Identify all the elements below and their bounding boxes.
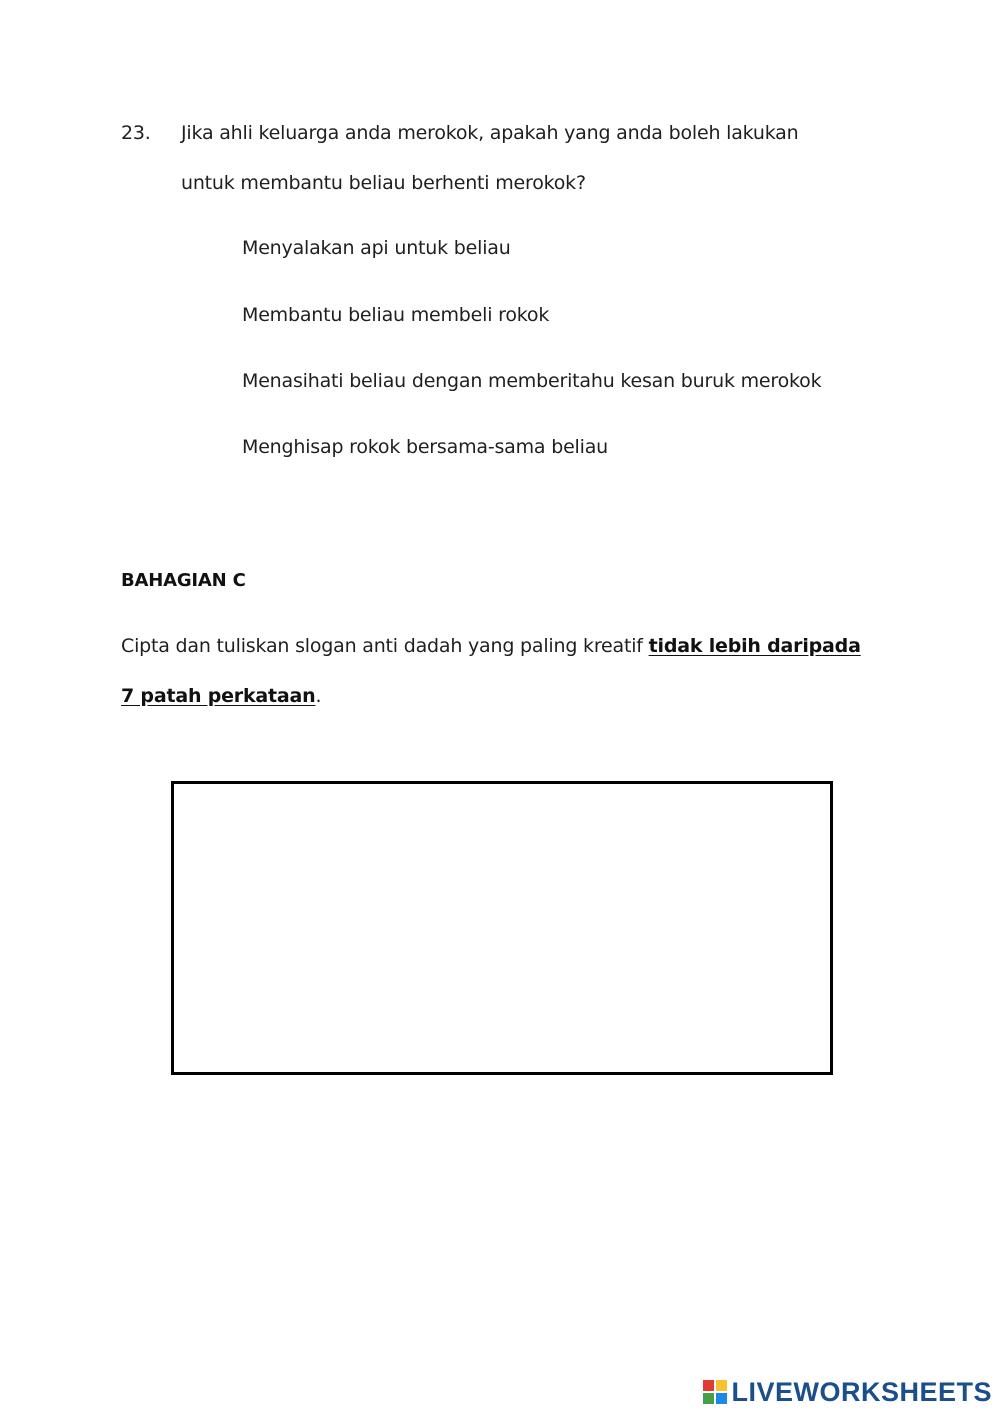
section-instruction-line2 [121, 684, 321, 708]
logo-square [716, 1380, 727, 1391]
answer-option[interactable]: Membantu beliau membeli rokok [242, 304, 550, 326]
section-heading: BAHAGIAN C [121, 570, 246, 591]
instruction-emphasis: tidak lebih daripada [648, 635, 861, 657]
brand-watermark [703, 1376, 992, 1408]
brand-name: LIVEWORKSHEETS [731, 1377, 992, 1407]
liveworksheets-logo-icon [703, 1380, 727, 1404]
question-text-line1: Jika ahli keluarga anda merokok, apakah yang anda boleh lakukan [181, 122, 799, 144]
logo-square [703, 1393, 714, 1404]
instruction-text: Cipta dan tuliskan slogan anti dadah yang paling kreatif [121, 635, 649, 657]
logo-square [703, 1380, 714, 1391]
answer-option[interactable]: Menyalakan api untuk beliau [242, 237, 511, 259]
question-number: 23. [121, 122, 151, 144]
slogan-answer-box[interactable] [171, 781, 833, 1075]
instruction-text: . [315, 685, 322, 707]
answer-option[interactable]: Menghisap rokok bersama-sama beliau [242, 436, 608, 458]
question-text-line2: untuk membantu beliau berhenti merokok? [181, 172, 586, 194]
logo-square [716, 1393, 727, 1404]
answer-option[interactable]: Menasihati beliau dengan memberitahu kesan buruk merokok [242, 370, 822, 392]
section-instruction-line1 [121, 634, 861, 658]
instruction-emphasis: 7 patah perkataan [121, 685, 316, 707]
